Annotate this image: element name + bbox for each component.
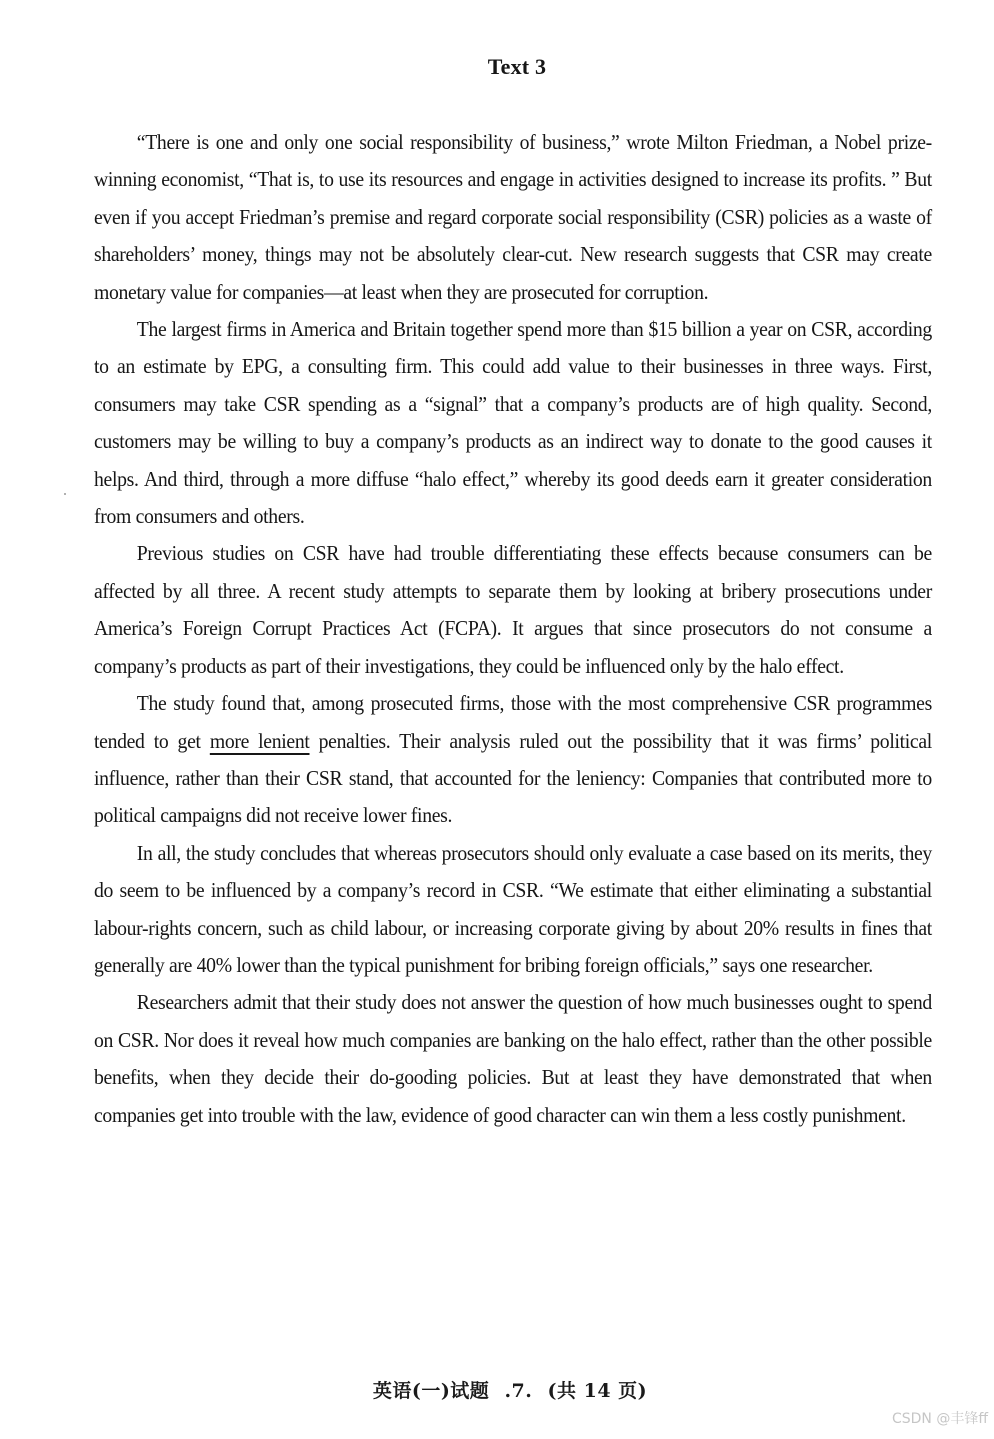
article-body — [94, 124, 932, 1134]
page-title: Text 3 — [487, 54, 547, 79]
paragraph-4-text-after: penalties. Their analysis ruled out the possibility that it was firms’ political influence, rather than their CSR stand, that accounted for the leniency: Companies that contributed more to political campaigns did not receive lower fines. — [94, 728, 932, 828]
paragraph-6: Researchers admit that their study does not answer the question of how much businesses ought to spend on CSR. Nor does it reveal how much companies are banking on the halo effect, rather than the other possible benefits, when they decide their do-gooding policies. But at least they have demonstrated that when companies get into trouble with the law, evidence of good character can win them a less costly punishment. — [94, 990, 932, 1127]
footer-page-number: .7. — [504, 1380, 533, 1402]
paragraph-5: In all, the study concludes that whereas prosecutors should only evaluate a case based on its merits, they do seem to be influenced by a company’s record in CSR. “We estimate that either eliminating a substantial labour-rights concern, such as child labour, or increasing corporate giving by about 20% results in fines that generally are 40% lower than the typical punishment for bribing foreign officials,” says one researcher. — [94, 840, 932, 977]
paragraph-4-text-before: The study found that, among prosecuted firms, those with the most comprehensive CSR programmes tended to get — [94, 691, 932, 753]
footer-exam-name: 英语(一)试题 — [372, 1380, 490, 1402]
watermark: CSDN @丰锋ff — [891, 1411, 988, 1427]
paragraph-1: “There is one and only one social responsibility of business,” wrote Milton Friedman, a Nobel prize-winning economist, “That is, to use its resources and engage in activities designed to increase its profits. ” But even if you accept Friedman’s premise and regard corporate social responsibility (CSR) policies as a waste of shareholders’ money, things may not be absolutely clear-cut. New research suggests that CSR may create monetary value for companies—at least when they are prosecuted for corruption. — [94, 130, 932, 304]
paragraph-3: Previous studies on CSR have had trouble differentiating these effects because consumers can be affected by all three. A recent study attempts to separate them by looking at bribery prosecutions under America’s Foreign Corrupt Practices Act (FCPA). It argues that since prosecutors do not consume a company’s products as part of their investigations, they could be influenced only by the halo effect. — [94, 541, 932, 678]
paragraph-2: The largest firms in America and Britain together spend more than $15 billion a year on CSR, according to an estimate by EPG, a consulting firm. This could add value to their businesses in three ways. First, consumers may take CSR spending as a “signal” that a company’s products are of high quality. Second, customers may be willing to buy a company’s products as an indirect way to donate to the good causes it helps. And third, through a more diffuse “halo effect,” whereby its good deeds earn it greater consideration from consumers and others. — [94, 317, 932, 529]
underlined-phrase: more lenient — [209, 728, 310, 753]
footer-total-pages: (共 14 页) — [547, 1380, 648, 1402]
scan-speck — [64, 493, 66, 495]
page-footer — [0, 1376, 994, 1403]
paragraph-4 — [94, 685, 932, 835]
